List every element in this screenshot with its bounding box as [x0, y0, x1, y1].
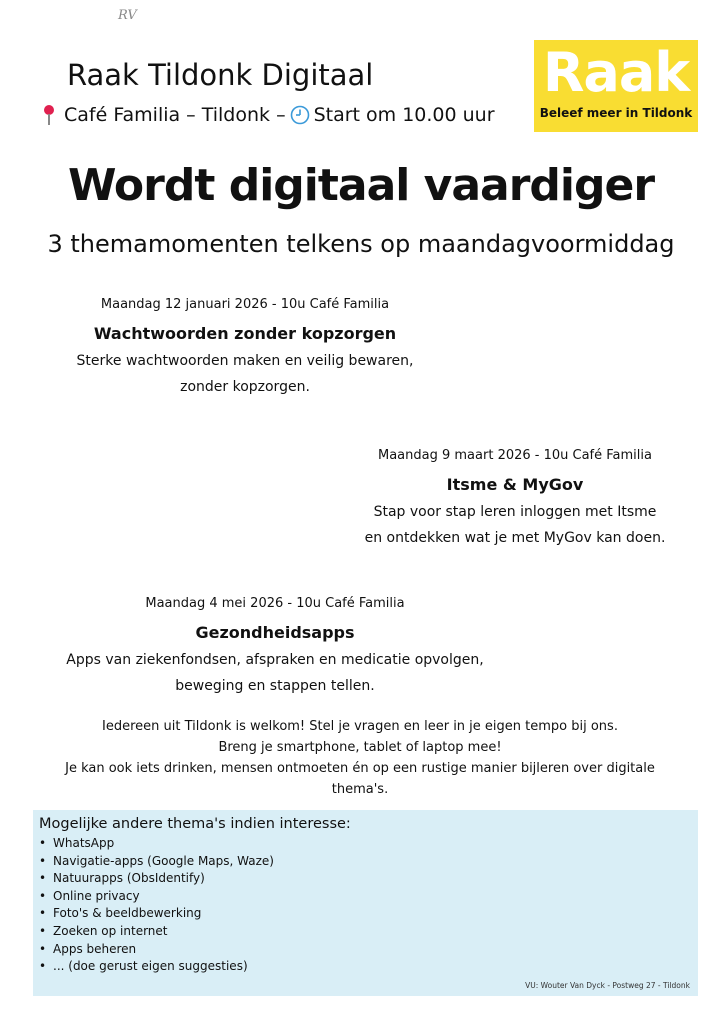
welcome-line: Breng je smartphone, tablet of laptop mee!: [218, 740, 502, 755]
welcome-line: thema's.: [331, 782, 389, 797]
logo-tagline: Beleef meer in Tildonk: [539, 106, 693, 120]
event-start-time: Start om 10.00 uur: [313, 104, 495, 126]
main-headline: Wordt digitaal vaardiger: [67, 160, 655, 211]
other-themes-box: [33, 810, 698, 996]
other-themes-heading: Mogelijke andere thema's indien interesse:: [39, 816, 351, 832]
session-date: Maandag 12 januari 2026 - 10u Café Familia: [100, 297, 390, 312]
welcome-line: Je kan ook iets drinken, mensen ontmoeten én op een rustige manier bijleren over digitale: [65, 761, 655, 776]
session-description-line: en ontdekken wat je met MyGov kan doen.: [364, 530, 666, 546]
session-title: Gezondheidsapps: [195, 623, 355, 642]
session-1: [50, 297, 440, 395]
session-date: Maandag 4 mei 2026 - 10u Café Familia: [145, 596, 405, 611]
publisher-footer: VU: Wouter Van Dyck - Postweg 27 - Tildonk: [525, 981, 690, 990]
theme-item: • Online privacy: [39, 888, 274, 906]
session-description-line: beweging en stappen tellen.: [175, 678, 375, 694]
session-description-line: Apps van ziekenfondsen, afspraken en medicatie opvolgen,: [66, 652, 484, 668]
session-date: Maandag 9 maart 2026 - 10u Café Familia: [378, 448, 652, 463]
theme-item: • Foto's & beeldbewerking: [39, 905, 274, 923]
logo-wordmark: Raak: [542, 41, 690, 104]
session-description-line: Stap voor stap leren inloggen met Itsme: [373, 504, 657, 520]
session-2: [330, 448, 700, 546]
session-title: Itsme & MyGov: [446, 475, 584, 494]
session-description-line: zonder kopzorgen.: [180, 379, 310, 395]
welcome-line: Iedereen uit Tildonk is welkom! Stel je vragen en leer in je eigen tempo bij ons.: [102, 719, 618, 734]
session-3: [30, 596, 520, 694]
event-location: Café Familia – Tildonk –: [64, 104, 286, 126]
session-title: Wachtwoorden zonder kopzorgen: [93, 324, 397, 343]
handwritten-annotation: RV: [118, 8, 137, 23]
theme-item: • ... (doe gerust eigen suggesties): [39, 958, 274, 976]
clock-icon: [290, 105, 310, 125]
event-series-title: Raak Tildonk Digitaal: [67, 58, 374, 92]
other-themes-list: [39, 835, 274, 976]
sub-headline: 3 themamomenten telkens op maandagvoormiddag: [47, 230, 675, 258]
theme-item: • WhatsApp: [39, 835, 274, 853]
theme-item: • Natuurapps (ObsIdentify): [39, 870, 274, 888]
theme-item: • Apps beheren: [39, 941, 274, 959]
theme-item: • Zoeken op internet: [39, 923, 274, 941]
theme-item: • Navigatie-apps (Google Maps, Waze): [39, 853, 274, 871]
session-description-line: Sterke wachtwoorden maken en veilig bewaren,: [76, 353, 414, 369]
raak-logo: [534, 40, 698, 132]
welcome-message: [40, 716, 680, 800]
map-pin-icon: [40, 104, 58, 126]
event-info-line: [40, 104, 495, 126]
